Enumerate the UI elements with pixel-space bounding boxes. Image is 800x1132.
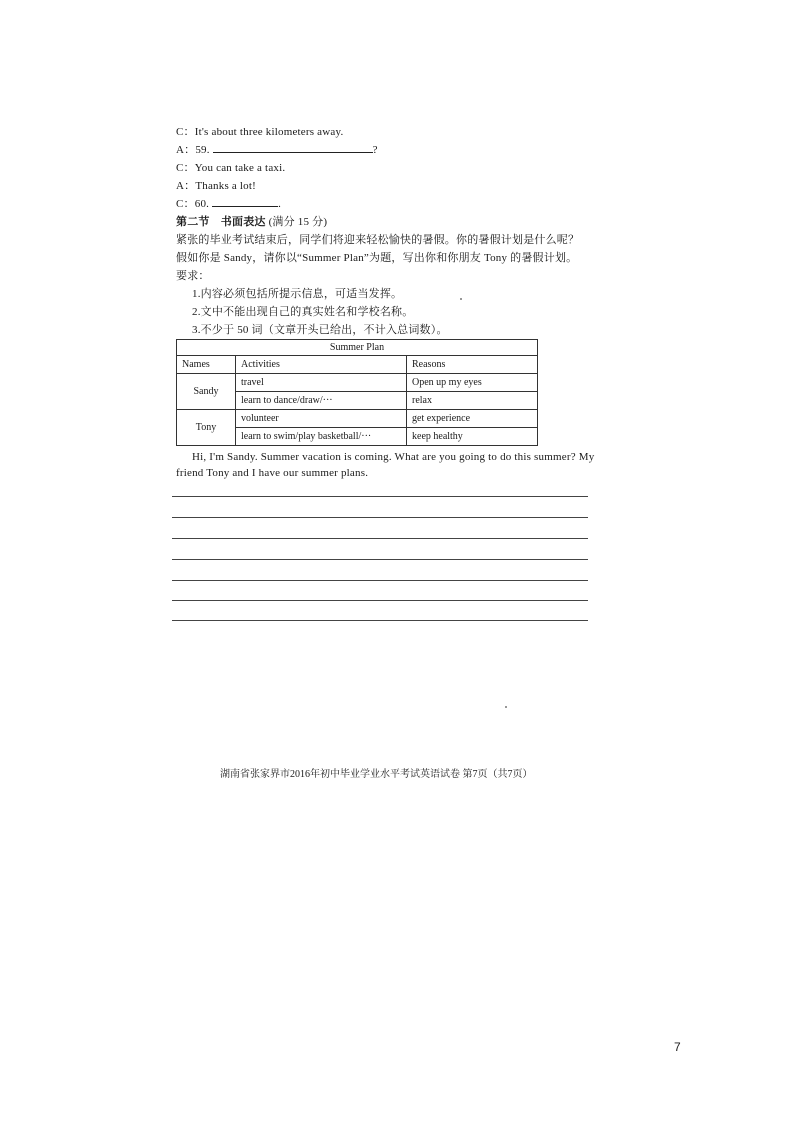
question-number: 59. bbox=[195, 144, 210, 156]
writing-line[interactable] bbox=[172, 496, 588, 497]
section-heading bbox=[176, 213, 327, 229]
requirement-2: 2.文中不能出现自己的真实姓名和学校名称。 bbox=[192, 306, 414, 318]
speaker-label: A： bbox=[176, 180, 196, 192]
section-title: 第二节 书面表达 bbox=[176, 216, 266, 228]
summer-plan-table bbox=[176, 339, 538, 446]
writing-line[interactable] bbox=[172, 517, 588, 518]
page-number: 7 bbox=[674, 1040, 681, 1054]
page-footer: 湖南省张家界市2016年初中毕业学业水平考试英语试卷 第7页（共7页） bbox=[220, 769, 533, 780]
dialogue-text: Thanks a lot! bbox=[195, 180, 256, 192]
activity-cell: volunteer bbox=[236, 410, 407, 428]
essay-start-line-2: friend Tony and I have our summer plans. bbox=[176, 467, 369, 479]
writing-line[interactable] bbox=[172, 559, 588, 560]
dialogue-line-1 bbox=[176, 123, 343, 139]
activity-cell: learn to swim/play basketball/··· bbox=[236, 428, 407, 446]
scan-speck bbox=[460, 298, 462, 300]
name-cell-sandy: Sandy bbox=[177, 374, 236, 410]
header-names: Names bbox=[177, 356, 236, 374]
dialogue-line-3 bbox=[176, 159, 285, 175]
intro-line-1: 紧张的毕业考试结束后，同学们将迎来轻松愉快的暑假。你的暑假计划是什么呢？ bbox=[176, 234, 580, 246]
speaker-label: C： bbox=[176, 126, 195, 138]
table-row bbox=[177, 374, 538, 392]
writing-line[interactable] bbox=[172, 620, 588, 621]
scan-speck bbox=[505, 706, 507, 708]
reason-cell: keep healthy bbox=[407, 428, 538, 446]
table-header-row bbox=[177, 356, 538, 374]
answer-blank-59[interactable] bbox=[213, 142, 373, 153]
dialogue-line-4 bbox=[176, 177, 256, 193]
table-row bbox=[177, 410, 538, 428]
speaker-label: A： bbox=[176, 144, 196, 156]
dialogue-line-2 bbox=[176, 141, 378, 157]
speaker-label: C： bbox=[176, 198, 195, 210]
reason-cell: Open up my eyes bbox=[407, 374, 538, 392]
score-note: (满分 15 分) bbox=[268, 216, 328, 228]
table-caption: Summer Plan bbox=[177, 340, 538, 356]
requirement-1: 1.内容必须包括所提示信息，可适当发挥。 bbox=[192, 288, 403, 300]
dialogue-text: It's about three kilometers away. bbox=[194, 126, 344, 138]
dialogue-line-5 bbox=[176, 195, 281, 211]
requirements-label: 要求： bbox=[176, 270, 210, 282]
punctuation: ? bbox=[372, 144, 378, 156]
requirement-3: 3.不少于 50 词（文章开头已给出，不计入总词数）。 bbox=[192, 324, 448, 336]
activity-cell: travel bbox=[236, 374, 407, 392]
header-activities: Activities bbox=[236, 356, 407, 374]
reason-cell: get experience bbox=[407, 410, 538, 428]
essay-start-line-1: Hi, I'm Sandy. Summer vacation is coming. What are you going to do this summer? My bbox=[192, 451, 595, 463]
header-reasons: Reasons bbox=[407, 356, 538, 374]
dialogue-text: You can take a taxi. bbox=[194, 162, 286, 174]
reason-cell: relax bbox=[407, 392, 538, 410]
name-cell-tony: Tony bbox=[177, 410, 236, 446]
punctuation: . bbox=[278, 198, 282, 210]
answer-blank-60[interactable] bbox=[212, 196, 278, 207]
activity-cell: learn to dance/draw/··· bbox=[236, 392, 407, 410]
writing-line[interactable] bbox=[172, 580, 588, 581]
writing-line[interactable] bbox=[172, 600, 588, 601]
writing-line[interactable] bbox=[172, 538, 588, 539]
question-number: 60. bbox=[194, 198, 210, 210]
speaker-label: C： bbox=[176, 162, 195, 174]
intro-line-2: 假如你是 Sandy，请你以“Summer Plan”为题，写出你和你朋友 Tony 的暑假计划。 bbox=[176, 252, 578, 264]
